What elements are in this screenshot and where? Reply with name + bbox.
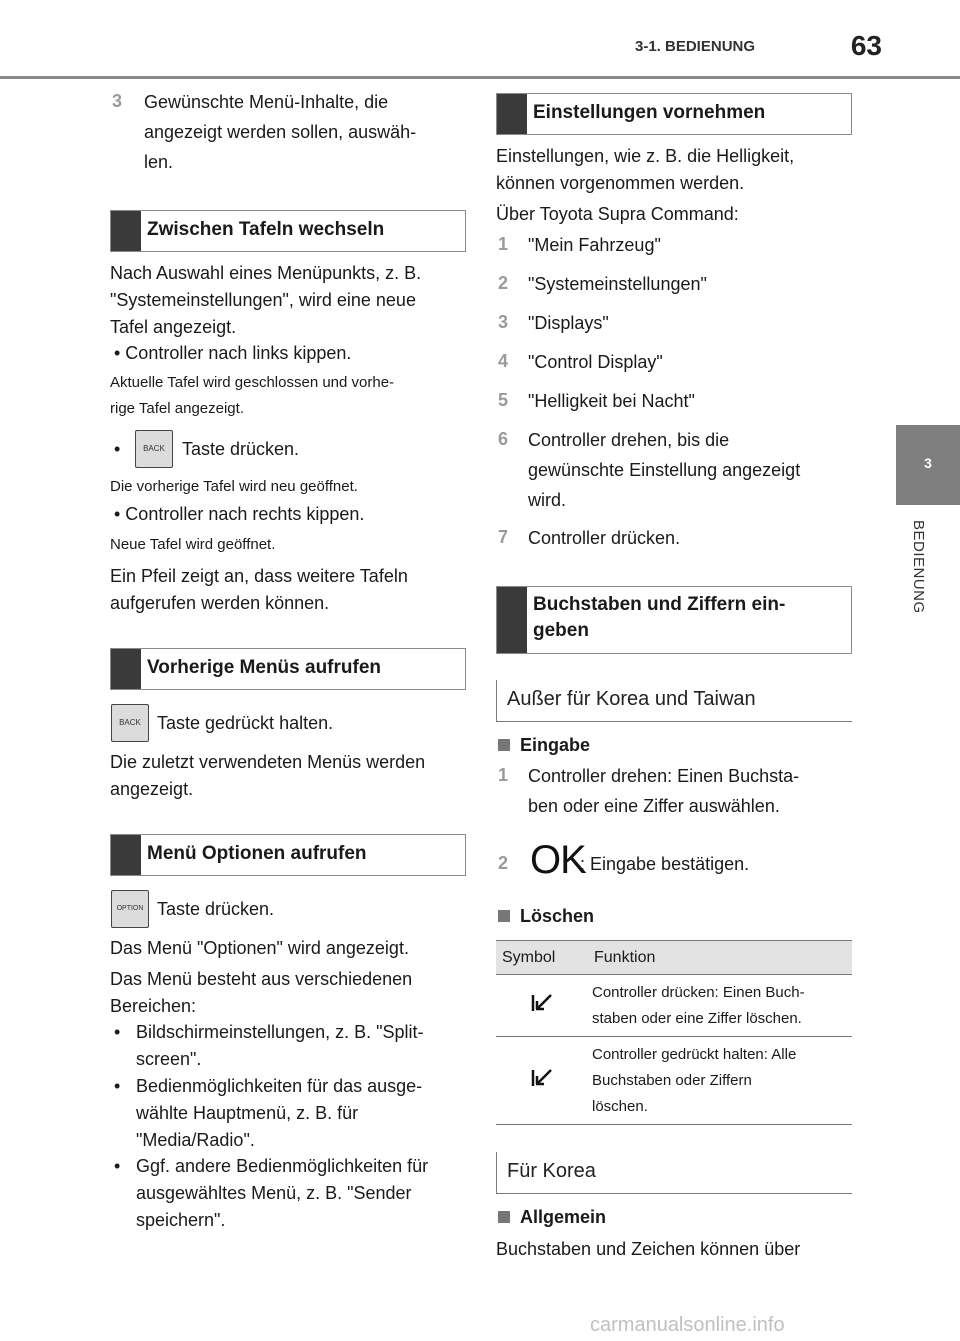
section-box-einstellungen bbox=[496, 93, 852, 135]
section-bar bbox=[111, 649, 141, 689]
step-number: 1 bbox=[498, 765, 509, 785]
square-bullet-icon bbox=[498, 739, 510, 751]
note-text: Neue Tafel wird geöffnet. bbox=[110, 536, 276, 553]
table-row bbox=[496, 975, 852, 1037]
step-number: 1 bbox=[498, 234, 509, 254]
paragraph: Bereichen: bbox=[110, 996, 197, 1016]
subsection-heading bbox=[496, 680, 852, 722]
back-key-icon: BACK bbox=[111, 704, 149, 742]
bullet-item: Taste drücken. bbox=[182, 439, 300, 459]
bullet-item: "Media/Radio". bbox=[136, 1130, 255, 1150]
note-text: rige Tafel angezeigt. bbox=[110, 400, 244, 417]
section-title: Vorherige Menüs aufrufen bbox=[147, 657, 382, 678]
chapter-label: BEDIENUNG bbox=[910, 520, 927, 614]
paragraph: "Systemeinstellungen", wird eine neue bbox=[110, 290, 416, 310]
section-title: 3-1. BEDIENUNG bbox=[635, 38, 756, 55]
subsection-title: Außer für Korea und Taiwan bbox=[507, 688, 756, 710]
option-key-icon: OPTION bbox=[111, 890, 149, 928]
step-number: 3 bbox=[498, 312, 509, 332]
back-key-icon: BACK bbox=[135, 430, 173, 468]
header-divider bbox=[0, 76, 960, 79]
cell-line: staben oder eine Ziffer löschen. bbox=[592, 1009, 802, 1027]
step-number: 5 bbox=[498, 390, 509, 410]
paragraph: aufgerufen werden können. bbox=[110, 593, 330, 613]
bullet-item: • Controller nach rechts kippen. bbox=[114, 504, 365, 524]
bullet-dot: • bbox=[114, 1022, 121, 1042]
subheading-text: Allgemein bbox=[520, 1207, 607, 1227]
paragraph: Tafel angezeigt. bbox=[110, 317, 237, 337]
step-text: Controller drehen, bis die bbox=[528, 430, 730, 450]
step-text: Controller drücken. bbox=[528, 528, 681, 548]
step-number: 4 bbox=[498, 351, 509, 371]
bullet-item: speichern". bbox=[136, 1210, 226, 1230]
ok-icon: OK bbox=[530, 838, 586, 882]
section-box-menu-optionen bbox=[110, 834, 466, 876]
step-text: "Displays" bbox=[528, 313, 609, 333]
step-text: "Mein Fahrzeug" bbox=[528, 235, 661, 255]
section-bar bbox=[111, 835, 141, 875]
paragraph: Das Menü "Optionen" wird angezeigt. bbox=[110, 938, 409, 958]
subheading-text: Eingabe bbox=[520, 735, 591, 755]
step-number: 6 bbox=[498, 429, 509, 449]
step-number: 7 bbox=[498, 527, 509, 547]
subsection-heading bbox=[496, 1152, 852, 1194]
cell-line: Buchstaben oder Ziffern bbox=[592, 1071, 752, 1089]
paragraph: Über Toyota Supra Command: bbox=[496, 204, 739, 224]
section-box-zwischen-tafeln bbox=[110, 210, 466, 252]
paragraph: Das Menü besteht aus verschiedenen bbox=[110, 969, 413, 989]
cell-line: Controller drücken: Einen Buch- bbox=[592, 983, 805, 1001]
step-text: "Systemeinstellungen" bbox=[528, 274, 707, 294]
delete-icon bbox=[496, 975, 588, 1037]
step-text: angezeigt werden sollen, auswäh- bbox=[144, 122, 417, 142]
subheading-loeschen bbox=[498, 906, 594, 927]
step-number: 2 bbox=[498, 273, 509, 293]
table-cell bbox=[588, 975, 852, 1037]
bullet-item: Ggf. andere Bedienmöglichkeiten für bbox=[136, 1156, 429, 1176]
square-bullet-icon bbox=[498, 910, 510, 922]
step-text: gewünschte Einstellung angezeigt bbox=[528, 460, 801, 480]
paragraph: Taste gedrückt halten. bbox=[157, 713, 334, 733]
bullet-dot: • bbox=[114, 1156, 121, 1176]
section-box-buchstaben bbox=[496, 586, 852, 654]
paragraph: Ein Pfeil zeigt an, dass weitere Tafeln bbox=[110, 566, 408, 586]
step-number: 2 bbox=[498, 853, 509, 873]
cell-line: Controller gedrückt halten: Alle bbox=[592, 1045, 797, 1063]
bullet-item: Bedienmöglichkeiten für das ausge- bbox=[136, 1076, 423, 1096]
chapter-tab: 3 bbox=[896, 425, 960, 505]
section-box-vorherige-menus bbox=[110, 648, 466, 690]
paragraph: Taste drücken. bbox=[157, 899, 275, 919]
section-bar bbox=[497, 94, 527, 134]
page-number: 63 bbox=[850, 30, 882, 61]
table-header: Symbol bbox=[496, 941, 588, 975]
step-number: 3 bbox=[112, 91, 123, 111]
section-title: Menü Optionen aufrufen bbox=[147, 843, 367, 864]
subheading-eingabe bbox=[498, 735, 590, 756]
paragraph: Die zuletzt verwendeten Menüs werden bbox=[110, 752, 426, 772]
bullet-item: • Controller nach links kippen. bbox=[114, 343, 352, 363]
delete-icon bbox=[496, 1037, 588, 1125]
paragraph: angezeigt. bbox=[110, 779, 194, 799]
step-text: Gewünschte Menü-Inhalte, die bbox=[144, 92, 389, 112]
section-title: Zwischen Tafeln wechseln bbox=[147, 219, 385, 240]
section-title: Buchstaben und Ziffern ein- bbox=[533, 594, 786, 615]
bullet-item: Bildschirmeinstellungen, z. B. "Split- bbox=[136, 1022, 424, 1042]
paragraph: Buchstaben und Zeichen können über bbox=[496, 1239, 801, 1259]
subsection-title: Für Korea bbox=[507, 1160, 596, 1182]
square-bullet-icon bbox=[498, 1211, 510, 1223]
symbol-table bbox=[496, 940, 852, 1125]
subheading-text: Löschen bbox=[520, 906, 595, 926]
paragraph: Nach Auswahl eines Menüpunkts, z. B. bbox=[110, 263, 422, 283]
bullet-item: wählte Hauptmenü, z. B. für bbox=[136, 1103, 359, 1123]
step-text: Controller drehen: Einen Buchsta- bbox=[528, 766, 800, 786]
table-cell bbox=[588, 1037, 852, 1125]
note-text: Aktuelle Tafel wird geschlossen und vorhe- bbox=[110, 374, 395, 391]
note-text: Die vorherige Tafel wird neu geöffnet. bbox=[110, 478, 358, 495]
bullet-dot: • bbox=[114, 439, 121, 459]
step-text: wird. bbox=[528, 490, 567, 510]
bullet-item: screen". bbox=[136, 1049, 202, 1069]
section-title: Einstellungen vornehmen bbox=[533, 102, 766, 123]
step-text: len. bbox=[144, 152, 174, 172]
cell-line: löschen. bbox=[592, 1097, 648, 1115]
delete-icon bbox=[530, 993, 554, 1013]
delete-icon bbox=[530, 1068, 554, 1088]
step-text: "Helligkeit bei Nacht" bbox=[528, 391, 695, 411]
paragraph: können vorgenommen werden. bbox=[496, 173, 745, 193]
section-title: geben bbox=[533, 620, 589, 641]
subheading-allgemein bbox=[498, 1207, 606, 1228]
step-text: : Eingabe bestätigen. bbox=[580, 854, 750, 874]
step-text: ben oder eine Ziffer auswählen. bbox=[528, 796, 780, 816]
watermark: carmanualsonline.info bbox=[590, 1314, 785, 1336]
step-text: "Control Display" bbox=[528, 352, 663, 372]
table-header: Funktion bbox=[588, 941, 852, 975]
table-header-row bbox=[496, 941, 852, 975]
paragraph: Einstellungen, wie z. B. die Helligkeit, bbox=[496, 146, 795, 166]
bullet-dot: • bbox=[114, 1076, 121, 1096]
bullet-item: ausgewähltes Menü, z. B. "Sender bbox=[136, 1183, 412, 1203]
table-row bbox=[496, 1037, 852, 1125]
section-bar bbox=[111, 211, 141, 251]
section-bar bbox=[497, 587, 527, 653]
